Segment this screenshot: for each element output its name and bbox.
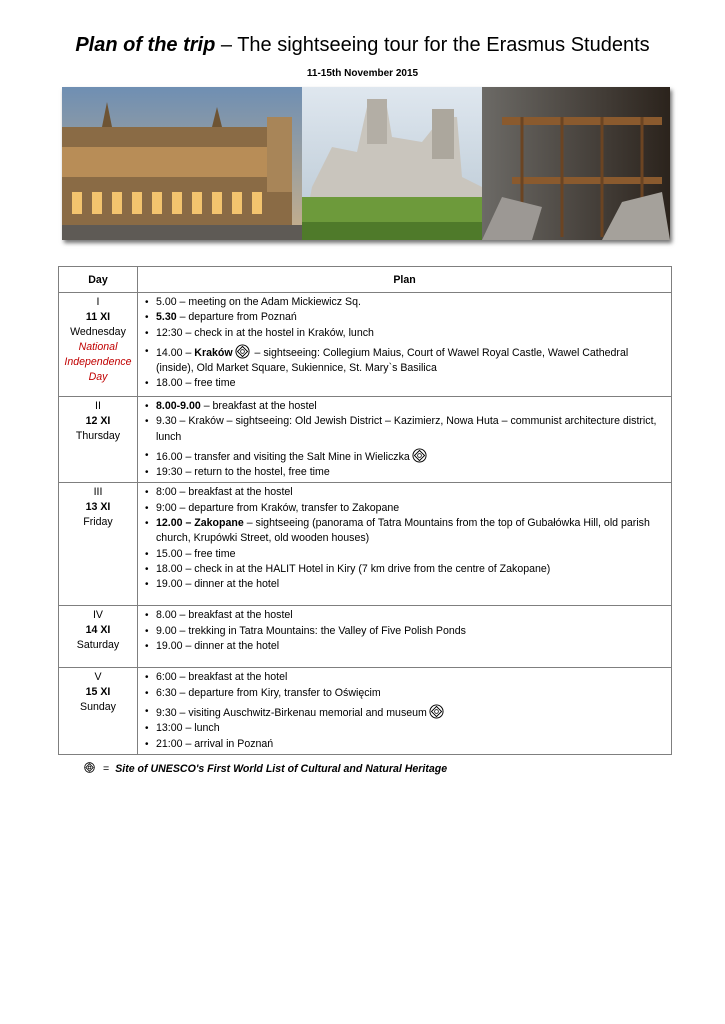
plan-cell: [138, 483, 672, 606]
list-item: • 19.00 – dinner at the hotel: [138, 577, 665, 592]
unesco-heritage-icon: [235, 344, 250, 359]
day-date: 11 XI: [85, 311, 111, 323]
list-item: • 12:30 – check in at the hostel in Kraków, lunch: [138, 326, 665, 341]
list-item: • 9.00 – trekking in Tatra Mountains: the Valley of Five Polish Ponds: [138, 624, 665, 639]
table-row: [59, 397, 672, 483]
day-date: 14 XI: [85, 624, 111, 637]
trip-dates: 11-15th November 2015: [306, 68, 419, 79]
list-item: • 21:00 – arrival in Poznań: [138, 737, 665, 752]
list-item: • 9:00 – departure from Kraków, transfer to Zakopane: [138, 501, 665, 516]
list-item: • 8:00 – breakfast at the hostel: [138, 485, 665, 500]
plan-cell: [138, 606, 672, 668]
day-weekday: Thursday: [75, 430, 121, 442]
list-item: • 9.30 – Kraków – sightseeing: Old Jewish District – Kazimierz, Nowa Huta – communist architecture district, lunch: [138, 414, 665, 445]
day-roman: IV: [92, 609, 103, 622]
list-item: • 15.00 – free time: [138, 547, 665, 562]
document-title: [0, 34, 725, 57]
list-item: • 5.30 – departure from Poznań: [138, 310, 665, 325]
column-header-day: Day: [59, 267, 138, 293]
list-item: • 5.00 – meeting on the Adam Mickiewicz Sq.: [138, 295, 665, 310]
list-item: • 19:30 – return to the hostel, free time: [138, 465, 665, 480]
unesco-legend: [82, 762, 447, 775]
list-item: • 16.00 – transfer and visiting the Salt Mine in Wieliczka: [138, 448, 665, 465]
legend-text: Site of UNESCO's First World List of Cultural and Natural Heritage: [115, 763, 448, 775]
plan-cell: [138, 668, 672, 754]
column-header-plan: Plan: [138, 267, 672, 293]
day-roman: II: [95, 400, 101, 412]
list-item: • 18.00 – free time: [138, 376, 665, 391]
legend-equals: =: [103, 763, 110, 775]
day-cell: [59, 668, 138, 754]
list-item: • 12.00 – Zakopane – sightseeing (panorama of Tatra Mountains from the top of Gubałówka Hill, old parish church, Krupówki Street, old wooden houses): [138, 516, 665, 547]
table-header-row: [59, 267, 672, 293]
day-cell: [59, 606, 138, 668]
list-item: • 19.00 – dinner at the hotel: [138, 639, 665, 654]
table-row: [59, 483, 672, 606]
list-item: • 18.00 – check in at the HALIT Hotel in Kiry (7 km drive from the centre of Zakopane): [138, 562, 665, 577]
trip-plan-table: [58, 266, 672, 755]
day-weekday: Sunday: [80, 701, 116, 714]
day-date: 13 XI: [85, 501, 111, 514]
title-italic: Plan of the trip: [75, 34, 216, 56]
list-item: • 6:30 – departure from Kiry, transfer to Oświęcim: [138, 686, 665, 701]
plan-cell: [138, 397, 672, 483]
unesco-heritage-icon: [412, 448, 427, 463]
day-weekday: Wednesday: [70, 326, 126, 338]
banner-photo-collage: [62, 87, 670, 240]
day-date: 15 XI: [85, 686, 111, 699]
list-item: • 13:00 – lunch: [138, 721, 665, 736]
day-weekday: Saturday: [76, 639, 120, 652]
table-row: [59, 668, 672, 754]
day-date: 12 XI: [85, 415, 111, 427]
day-roman: III: [93, 486, 103, 499]
day-cell: [59, 483, 138, 606]
list-item: • 8.00-9.00 – breakfast at the hostel: [138, 399, 665, 414]
table-row: [59, 293, 672, 397]
list-item: • 9:30 – visiting Auschwitz-Birkenau memorial and museum: [138, 704, 665, 721]
day-cell: [59, 293, 138, 397]
list-item: • 8.00 – breakfast at the hostel: [138, 608, 665, 623]
title-rest: – The sightseeing tour for the Erasmus Students: [215, 34, 650, 56]
list-item: • 14.00 – Kraków – sightseeing: Collegium Maius, Court of Wawel Royal Castle, Wawel Cathedral (inside), Old Market Square, Sukiennice, St. Mary`s Basilica: [138, 344, 665, 377]
day-roman: I: [96, 296, 100, 308]
table-row: [59, 606, 672, 668]
day-weekday: Friday: [83, 516, 113, 529]
unesco-heritage-icon: [84, 762, 95, 773]
day-cell: [59, 397, 138, 483]
day-roman: V: [94, 671, 102, 684]
list-item: • 6:00 – breakfast at the hotel: [138, 670, 665, 685]
plan-cell: [138, 293, 672, 397]
holiday-label: National Independence Day: [64, 341, 132, 383]
unesco-heritage-icon: [429, 704, 444, 719]
